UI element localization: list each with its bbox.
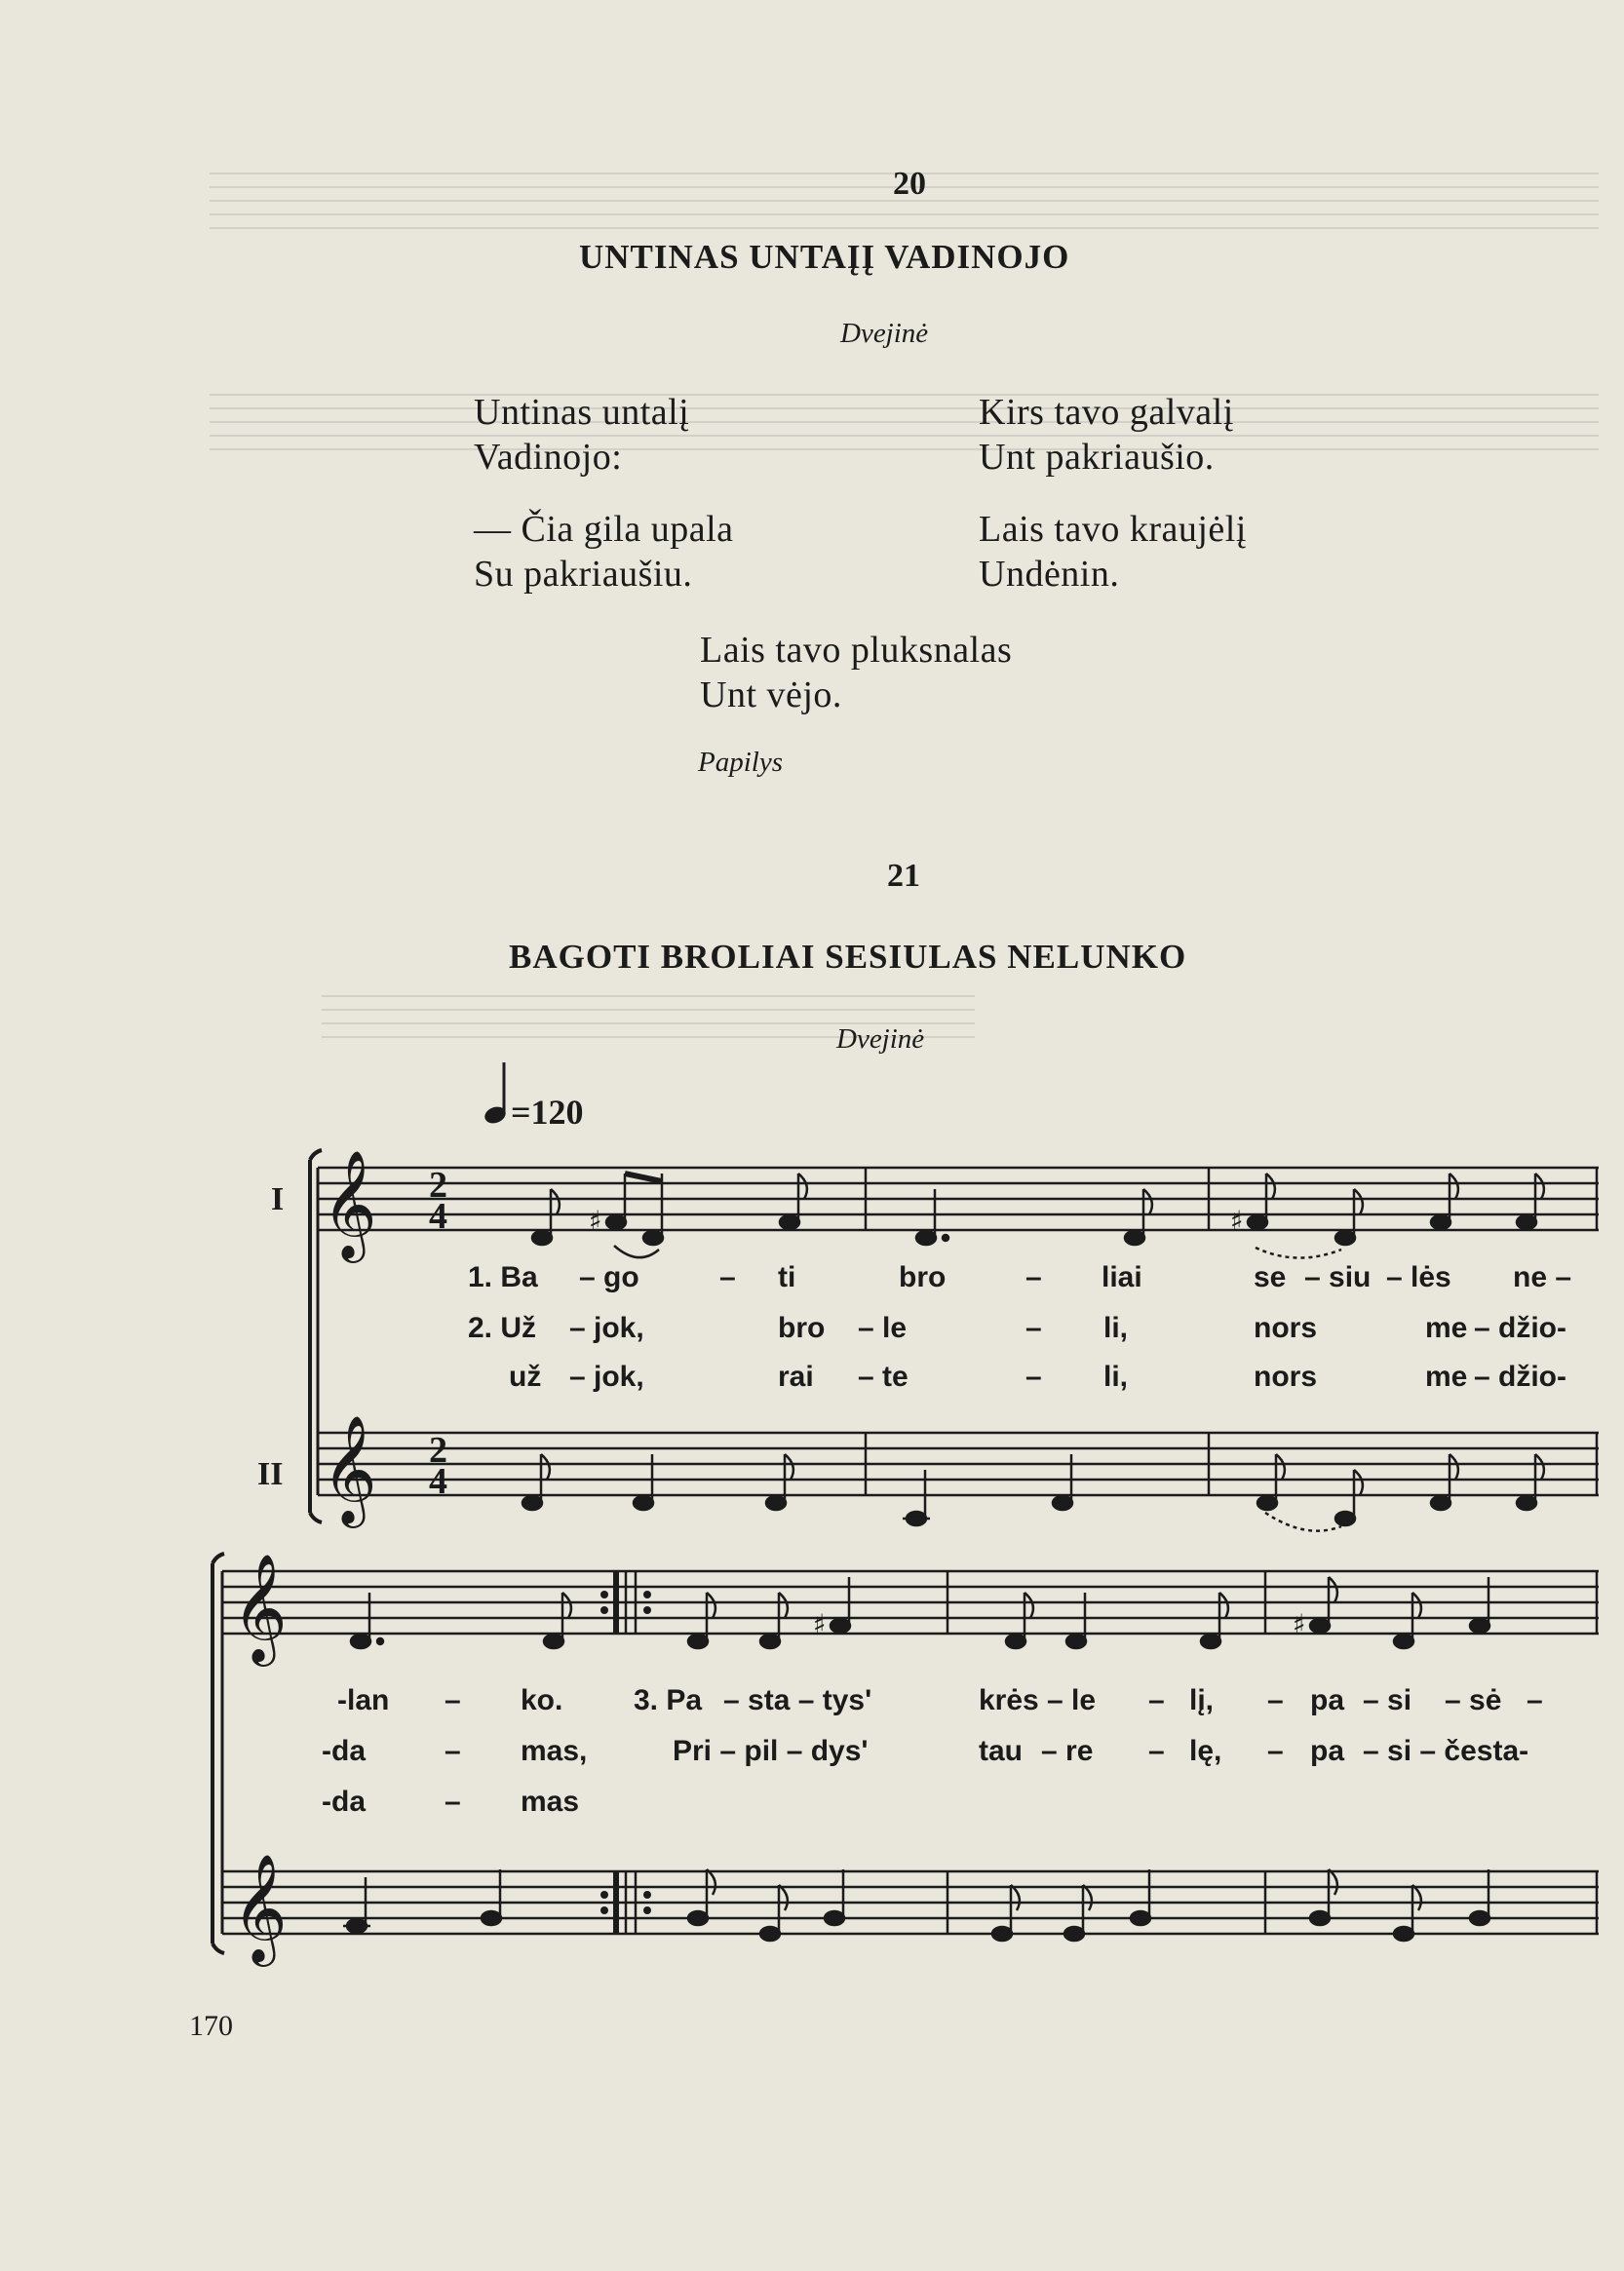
lyrics-s1-l2-7: nors bbox=[1254, 1312, 1318, 1344]
lyrics-s2-l1-10: – bbox=[1267, 1684, 1284, 1716]
lyrics-s2-l2-4: Pri – pil – dys' bbox=[673, 1735, 869, 1767]
lyrics-s2-l2-7: – bbox=[1148, 1735, 1165, 1767]
voice-label-1: I bbox=[271, 1181, 285, 1217]
lyrics-s2-l3-2: – bbox=[445, 1786, 461, 1818]
staff-1-voice-2 bbox=[318, 1433, 1599, 1495]
song-21-number: 21 bbox=[887, 858, 920, 894]
song-21-genre: Dvejinė bbox=[836, 1023, 925, 1055]
lyrics-s2-l1-14: – bbox=[1527, 1684, 1543, 1716]
lyrics-s1-l1-8: se bbox=[1254, 1261, 1287, 1293]
svg-text:♯: ♯ bbox=[813, 1608, 827, 1640]
lyrics-s1-l1-2: – go bbox=[579, 1261, 639, 1293]
poem-line: Lais tavo kraujėlį bbox=[979, 509, 1247, 550]
lyrics-s2-l2-6: – re bbox=[1041, 1735, 1094, 1767]
lyrics-s2-l1-9: lį, bbox=[1189, 1684, 1215, 1716]
voice-label-2: II bbox=[257, 1456, 284, 1492]
lyrics-s1-l1-5: bro bbox=[899, 1261, 947, 1293]
lyrics-s2-l1-3: ko. bbox=[521, 1684, 563, 1716]
treble-clef-icon: 𝄞 bbox=[232, 1853, 288, 1962]
svg-text:♯: ♯ bbox=[589, 1205, 602, 1237]
lyrics-s2-l2-11: – si – česta- bbox=[1363, 1735, 1529, 1767]
staff-1-voice-1 bbox=[318, 1168, 1599, 1230]
lyrics-s1-l3-7: nors bbox=[1254, 1361, 1318, 1393]
lyrics-s2-l3-1: -da bbox=[322, 1786, 366, 1818]
lyrics-s2-l1-6: krės bbox=[979, 1684, 1039, 1716]
lyrics-s1-l1-6: – bbox=[1025, 1261, 1042, 1293]
poem-line: — Čia gila upala bbox=[474, 509, 734, 550]
page-number: 170 bbox=[189, 2010, 233, 2042]
poem-line: Undėnin. bbox=[979, 554, 1120, 595]
song-20-title: UNTINAS UNTAĮĮ VADINOJO bbox=[579, 238, 1070, 276]
poem-line: Unt pakriaušio. bbox=[979, 437, 1215, 478]
svg-text:♯: ♯ bbox=[1230, 1205, 1244, 1237]
lyrics-s1-l3-3: rai bbox=[778, 1361, 814, 1393]
notes-s1-v1 bbox=[532, 1174, 1544, 1258]
staff-2-voice-1 bbox=[222, 1571, 1599, 1634]
lyrics-s2-l2-5: tau bbox=[979, 1735, 1023, 1767]
lyrics-s2-l2-1: -da bbox=[322, 1735, 366, 1767]
song-20-number: 20 bbox=[893, 166, 926, 202]
lyrics-s2-l2-8: lę, bbox=[1189, 1735, 1222, 1767]
lyrics-s1-l3-5: – bbox=[1025, 1361, 1042, 1393]
lyrics-s1-l2-8: me bbox=[1425, 1312, 1468, 1344]
lyrics-s2-l1-11: pa bbox=[1310, 1684, 1345, 1716]
poem-line: Kirs tavo galvalį bbox=[979, 392, 1234, 433]
lyrics-s1-l3-9: – džio- bbox=[1474, 1361, 1566, 1393]
song-21-title: BAGOTI BROLIAI SESIULAS NELUNKO bbox=[509, 938, 1187, 976]
lyrics-s2-l1-8: – bbox=[1148, 1684, 1165, 1716]
time-signature-bottom: 4 bbox=[429, 1196, 447, 1237]
poem-line: Untinas untalį bbox=[474, 392, 690, 433]
lyrics-s1-l3-4: – te bbox=[858, 1361, 909, 1393]
lyrics-s1-l1-4: ti bbox=[778, 1261, 796, 1293]
poem-line: Vadinojo: bbox=[474, 437, 623, 478]
lyrics-s1-l2-4: – le bbox=[858, 1312, 908, 1344]
poem-line: Lais tavo pluksnalas bbox=[700, 630, 1013, 671]
lyrics-s1-l3-2: – jok, bbox=[569, 1361, 644, 1393]
lyrics-s1-l1-10: – lės bbox=[1386, 1261, 1451, 1293]
lyrics-s2-l1-13: – sė bbox=[1445, 1684, 1502, 1716]
lyrics-s1-l1-3: – bbox=[719, 1261, 736, 1293]
lyrics-s2-l1-2: – bbox=[445, 1684, 461, 1716]
lyrics-s2-l2-10: pa bbox=[1310, 1735, 1345, 1767]
time-signature-top: 2 bbox=[429, 1165, 447, 1206]
lyrics-s1-l2-6: li, bbox=[1103, 1312, 1129, 1344]
lyrics-s1-l1-7: liai bbox=[1102, 1261, 1142, 1293]
poem-line: Su pakriaušiu. bbox=[474, 554, 693, 595]
notes-s1-v2 bbox=[522, 1454, 1544, 1531]
lyrics-s1-l2-2: – jok, bbox=[569, 1312, 644, 1344]
song-20-genre: Dvejinė bbox=[840, 318, 929, 349]
svg-text:♯: ♯ bbox=[1293, 1608, 1306, 1640]
tempo-marking: =120 bbox=[511, 1093, 584, 1132]
lyrics-s1-l3-8: me bbox=[1425, 1361, 1468, 1393]
poem-line: Unt vėjo. bbox=[700, 674, 842, 715]
lyrics-s2-l1-4: 3. Pa bbox=[634, 1684, 703, 1716]
lyrics-s2-l2-9: – bbox=[1267, 1735, 1284, 1767]
treble-clef-icon: 𝄞 bbox=[322, 1149, 377, 1258]
lyrics-s2-l2-2: – bbox=[445, 1735, 461, 1767]
time-signature-top: 2 bbox=[429, 1430, 447, 1471]
lyrics-s1-l1-11: ne – bbox=[1513, 1261, 1572, 1293]
staff-2-voice-2 bbox=[222, 1871, 1599, 1934]
lyrics-s1-l3-6: li, bbox=[1103, 1361, 1129, 1393]
lyrics-s1-l3-1: už bbox=[509, 1361, 542, 1393]
lyrics-s1-l2-1: 2. Už bbox=[468, 1312, 537, 1344]
lyrics-s1-l1-9: – siu bbox=[1304, 1261, 1372, 1293]
time-signature-bottom: 4 bbox=[429, 1461, 447, 1502]
treble-clef-icon: 𝄞 bbox=[322, 1414, 377, 1523]
notes-s2-v2 bbox=[343, 1869, 1489, 1941]
lyrics-s1-l2-9: – džio- bbox=[1474, 1312, 1566, 1344]
lyrics-s2-l1-7: – le bbox=[1047, 1684, 1097, 1716]
lyrics-s2-l1-12: – si bbox=[1363, 1684, 1412, 1716]
lyrics-s1-l2-3: bro bbox=[778, 1312, 826, 1344]
lyrics-s1-l1-1: 1. Ba bbox=[468, 1261, 538, 1293]
lyrics-s2-l2-3: mas, bbox=[521, 1735, 588, 1767]
lyrics-s1-l2-5: – bbox=[1025, 1312, 1042, 1344]
lyrics-s2-l1-5: – sta – tys' bbox=[723, 1684, 872, 1716]
lyrics-s2-l1-1: -lan bbox=[337, 1684, 390, 1716]
treble-clef-icon: 𝄞 bbox=[232, 1553, 288, 1662]
lyrics-s2-l3-3: mas bbox=[521, 1786, 580, 1818]
song-20-source: Papilys bbox=[698, 747, 783, 778]
